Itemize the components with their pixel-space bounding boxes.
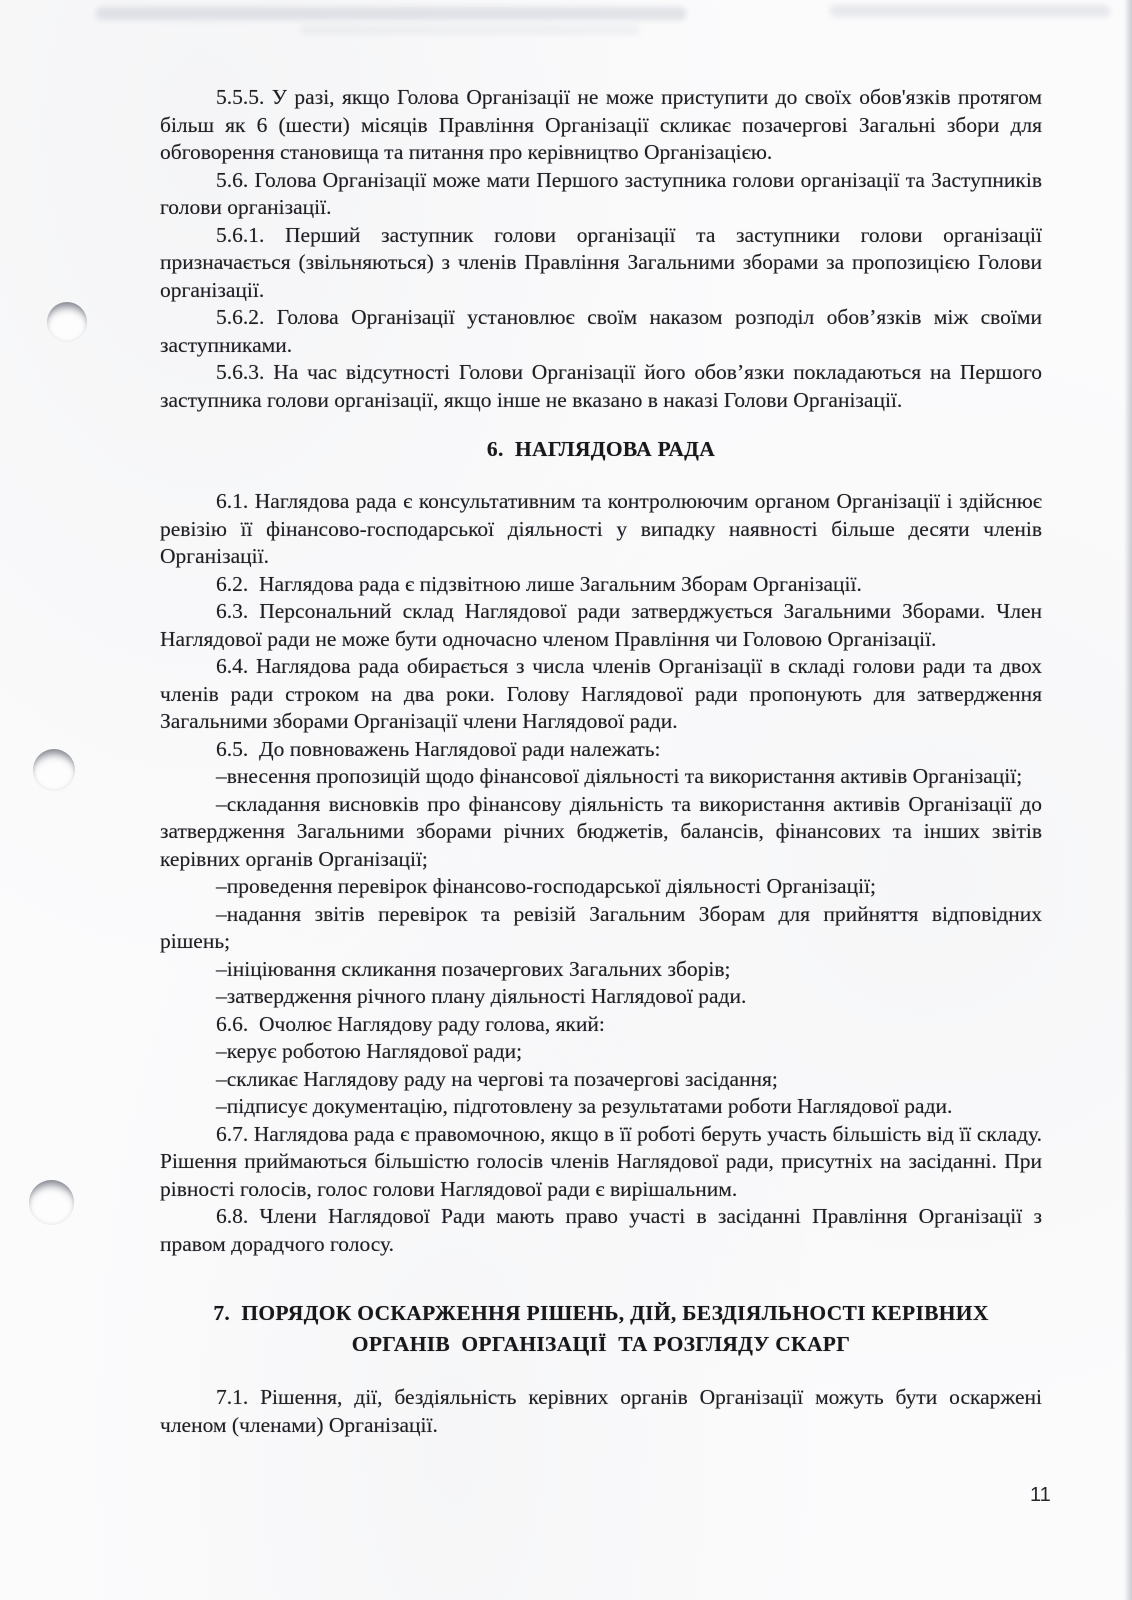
clause-6-6-item-2: –скликає Наглядову раду на чергові та позачергові засідання;	[216, 1066, 778, 1091]
clause-5-6: 5.6. Голова Організації може мати Першого заступника голови організації та Заступників голови організації.	[160, 167, 1042, 219]
clause-6-5-item-3: –проведення перевірок фінансово-господарської діяльності Організації;	[216, 874, 877, 898]
clause-6-6-item-1: –керує роботою Наглядової ради;	[216, 1039, 523, 1063]
clause-6-1: 6.1. Наглядова рада є консультативним та контролюючим органом Організації і здійснює ревізію її фінансово-господарської діяльності у випадку наявності більше десяти членів Організації.	[160, 489, 1042, 568]
clause-6-5: 6.5. До повноважень Наглядової ради належать:	[216, 736, 661, 761]
clause-7-1: 7.1. Рішення, дії, бездіяльність керівних органів Організації можуть бути оскаржені членом (членами) Організації.	[160, 1385, 1042, 1437]
clause-6-3: 6.3. Персональний склад Наглядової ради затверджується Загальними Зборами. Член Наглядової ради не може бути одночасно членом Правління чи Головою Організації.	[160, 599, 1042, 651]
section-7-heading	[190, 1298, 1012, 1360]
clause-6-5-item-2: –складання висновків про фінансову діяльність та використання активів Організації до затвердження Загальними зборами річних бюджетів, балансів, фінансових та інших звітів керівних органів Організації;	[160, 791, 1042, 871]
punch-hole	[47, 302, 87, 342]
punch-hole	[29, 1180, 74, 1225]
clause-5-5-5: 5.5.5. У разі, якщо Голова Організації не може приступити до своїх обов'язків протягом більш як 6 (шести) місяців Правління Організації скликає позачергові Загальні збори для обговорення становища та питання про керівництво Організацією.	[160, 85, 1042, 164]
scan-bleedthrough-artifact	[96, 7, 686, 20]
page-number: 11	[1030, 1484, 1051, 1506]
section-6-heading: 6. НАГЛЯДОВА РАДА	[486, 437, 716, 461]
scan-bleedthrough-artifact	[830, 5, 1110, 17]
clause-5-6-2: 5.6.2. Голова Організації установлює своїм наказом розподіл обов’язків між своїми заступниками.	[160, 305, 1042, 357]
clause-6-5-item-5: –ініціювання скликання позачергових Загальних зборів;	[216, 956, 731, 981]
clause-6-8: 6.8. Члени Наглядової Ради мають право участі в засіданні Правління Організації з правом дорадчого голосу.	[160, 1204, 1042, 1256]
clause-6-5-item-1: –внесення пропозицій щодо фінансової діяльності та використання активів Організації;	[216, 764, 1023, 788]
clause-6-7: 6.7. Наглядова рада є правомочною, якщо в її роботі беруть участь більшість від її складу. Рішення приймаються більшістю голосів членів Наглядової ради, присутніх на засіданні. При рівності голосів, голос голови Наглядової ради є вирішальним.	[160, 1121, 1042, 1201]
clause-5-6-1: 5.6.1. Перший заступник голови організації та заступники голови організації призначається (звільняються) з членів Правління Загальними зборами за пропозицією Голови організації.	[160, 222, 1042, 302]
section-7-heading-line-1: 7. ПОРЯДОК ОСКАРЖЕННЯ РІШЕНЬ, ДІЙ, БЕЗДІЯЛЬНОСТІ КЕРІВНИХ	[213, 1301, 989, 1325]
clause-6-5-item-4: –надання звітів перевірок та ревізій Загальним Зборам для прийняття відповідних рішень;	[160, 901, 1042, 953]
clause-6-6: 6.6. Очолює Наглядову раду голова, який:	[216, 1011, 605, 1036]
punch-hole	[33, 749, 75, 791]
scan-bleedthrough-artifact	[300, 25, 640, 35]
scan-edge-shadow	[1124, 0, 1132, 1600]
clause-6-6-item-3: –підписує документацію, підготовлену за результатами роботи Наглядової ради.	[216, 1094, 953, 1118]
clause-6-2: 6.2. Наглядова рада є підзвітною лише Загальним Зборам Організації.	[216, 571, 862, 596]
clause-5-6-3: 5.6.3. На час відсутності Голови Організації його обов’язки покладаються на Першого заступника голови організації, якщо інше не вказано в наказі Голови Організації.	[160, 360, 1042, 412]
clause-6-5-item-6: –затвердження річного плану діяльності Наглядової ради.	[216, 984, 747, 1008]
clause-6-4: 6.4. Наглядова рада обирається з числа членів Організації в складі голови ради та двох членів ради строком на два роки. Голову Наглядової ради пропонують для затвердження Загальними зборами Організації члени Наглядової ради.	[160, 654, 1042, 733]
section-7-heading-line-2: ОРГАНІВ ОРГАНІЗАЦІЇ ТА РОЗГЛЯДУ СКАРГ	[351, 1332, 851, 1356]
document-body	[160, 84, 1042, 1439]
